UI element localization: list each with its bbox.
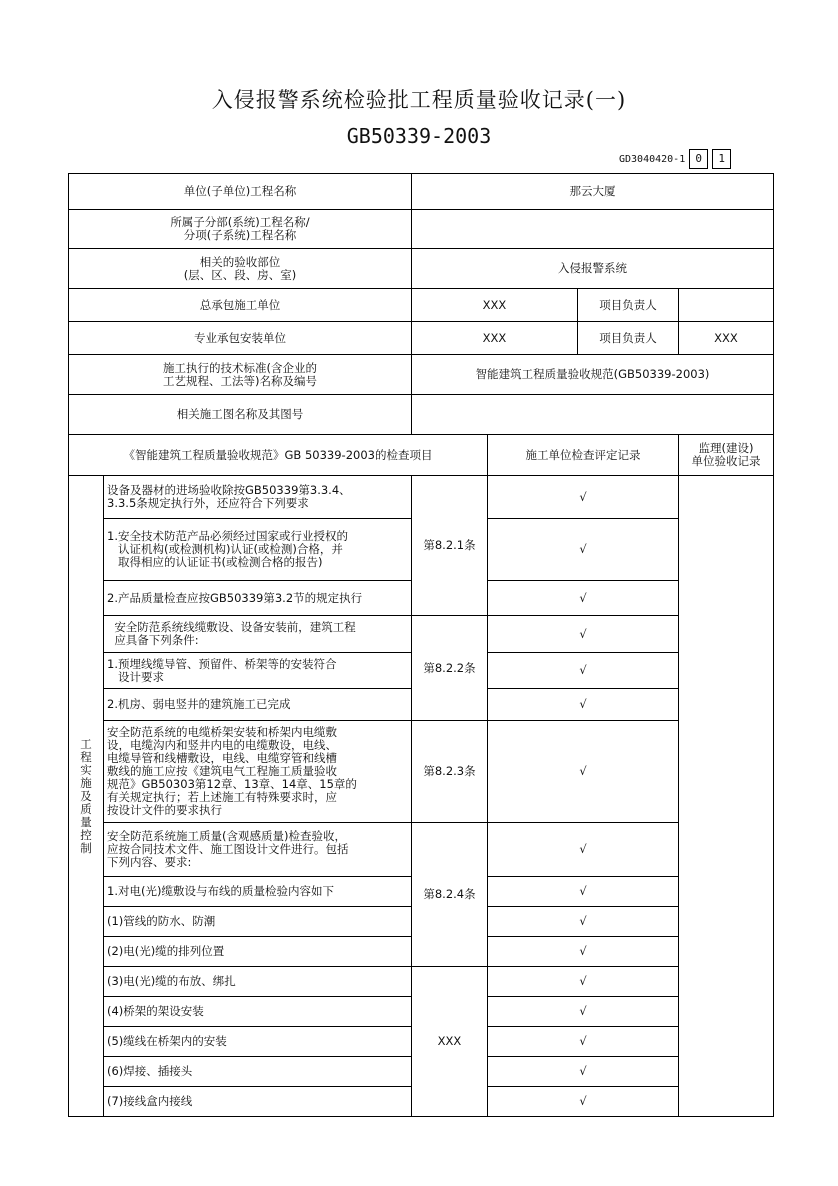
form-code-text: GD3040420-1 (619, 153, 686, 165)
check-mark[interactable]: √ (488, 689, 679, 721)
items-column-header: 《智能建筑工程质量验收规范》GB 50339-2003的检查项目 (69, 435, 488, 476)
acceptance-part-label: 相关的验收部位 (层、区、段、房、室) (69, 249, 412, 289)
form-code-box: 0 (689, 149, 708, 169)
clause-cell: 第8.2.2条 (412, 616, 488, 721)
item-text: (7)接线盒内接线 (104, 1087, 412, 1117)
side-label-char: 量 (80, 814, 92, 829)
form-code-box: 1 (712, 149, 731, 169)
special-pm-label: 项目负责人 (578, 322, 679, 355)
special-contractor-label: 专业承包安装单位 (69, 322, 412, 355)
item-text: 安全防范系统施工质量(含观感质量)检查验收， 应按合同技术文件、施工图设计文件进行。包括 下列内容、要求: (104, 823, 412, 877)
column-header-row (69, 435, 774, 476)
project-value[interactable]: 那云大厦 (412, 174, 774, 210)
item-text: 1.对电(光)缆敷设与布线的质量检验内容如下 (104, 877, 412, 907)
side-label-char: 质 (80, 801, 92, 816)
item-text: (6)焊接、插接头 (104, 1057, 412, 1087)
clause-cell: XXX (412, 967, 488, 1117)
side-label-char: 控 (80, 827, 92, 842)
check-mark[interactable]: √ (488, 823, 679, 877)
check-mark[interactable]: √ (488, 1057, 679, 1087)
check-mark[interactable]: √ (488, 907, 679, 937)
special-contractor-value[interactable]: XXX (412, 322, 578, 355)
check-mark[interactable]: √ (488, 997, 679, 1027)
item-text: 2.产品质量检查应按GB50339第3.2节的规定执行 (104, 581, 412, 616)
general-pm-label: 项目负责人 (578, 289, 679, 322)
general-contractor-row (69, 289, 774, 322)
clause-cell: 第8.2.1条 (412, 476, 488, 616)
check-mark[interactable]: √ (488, 1027, 679, 1057)
standard-row (69, 355, 774, 395)
side-label-char: 施 (80, 775, 92, 790)
side-label-char: 及 (80, 788, 92, 803)
general-contractor-label: 总承包施工单位 (69, 289, 412, 322)
subdivision-row (69, 210, 774, 249)
check-mark[interactable]: √ (488, 721, 679, 823)
side-label-char: 实 (80, 762, 92, 777)
project-label: 单位(子单位)工程名称 (69, 174, 412, 210)
item-text: 1.预埋线缆导管、预留件、桥架等的安装符合 设计要求 (104, 653, 412, 689)
item-text: 安全防范系统线缆敷设、设备安装前，建筑工程 应具备下列条件: (104, 616, 412, 653)
item-text: (4)桥架的架设安装 (104, 997, 412, 1027)
check-mark[interactable]: √ (488, 1087, 679, 1117)
general-pm-value[interactable] (679, 289, 774, 322)
acceptance-part-value[interactable]: 入侵报警系统 (412, 249, 774, 289)
item-text: 安全防范系统的电缆桥架安装和桥架内电缆敷 设，电缆沟内和竖井内电的电缆敷设，电线、 电缆导管和线槽敷设，电线、电缆穿管和线槽 敷线的施工应按《建筑电气工程施工质量验收 规范》GB50303第12章、13章、14章、15章的 有关规定执行；若上述施工有特殊要求时，应 按设计文件的要求执行 (104, 721, 412, 823)
special-pm-value[interactable]: XXX (679, 322, 774, 355)
drawing-label: 相关施工图名称及其图号 (69, 395, 412, 435)
item-text: (3)电(光)缆的布放、绑扎 (104, 967, 412, 997)
side-label-char: 程 (80, 749, 92, 764)
check-mark[interactable]: √ (488, 877, 679, 907)
drawing-row (69, 395, 774, 435)
side-label (69, 476, 104, 1117)
drawing-value[interactable] (412, 395, 774, 435)
page-title: 入侵报警系统检验批工程质量验收记录(一) (211, 88, 627, 112)
check-mark[interactable]: √ (488, 519, 679, 581)
clause-cell: 第8.2.3条 (412, 721, 488, 823)
standard-value[interactable]: 智能建筑工程质量验收规范(GB50339-2003) (412, 355, 774, 395)
inspection-record-table (68, 173, 774, 1117)
form-code (619, 149, 731, 169)
item-text: (2)电(光)缆的排列位置 (104, 937, 412, 967)
project-row (69, 174, 774, 210)
check-mark[interactable]: √ (488, 616, 679, 653)
side-label-char: 制 (80, 840, 92, 855)
general-contractor-value[interactable]: XXX (412, 289, 578, 322)
standard-code: GB50339-2003 (346, 124, 492, 148)
item-text: 设备及器材的进场验收除按GB50339第3.3.4、 3.3.5条规定执行外，还应符合下列要求 (104, 476, 412, 519)
check-mark[interactable]: √ (488, 581, 679, 616)
table-row (69, 476, 774, 519)
table-row (69, 967, 774, 997)
supervisor-column-header: 监理(建设) 单位验收记录 (679, 435, 774, 476)
check-mark[interactable]: √ (488, 653, 679, 689)
check-mark[interactable]: √ (488, 937, 679, 967)
item-text: (5)缆线在桥架内的安装 (104, 1027, 412, 1057)
table-row (69, 823, 774, 877)
subdivision-value[interactable] (412, 210, 774, 249)
special-contractor-row (69, 322, 774, 355)
standard-label: 施工执行的技术标准(含企业的 工艺规程、工法等)名称及编号 (69, 355, 412, 395)
side-label-char: 工 (80, 736, 92, 751)
check-mark[interactable]: √ (488, 967, 679, 997)
subdivision-label: 所属子分部(系统)工程名称/ 分项(子系统)工程名称 (69, 210, 412, 249)
table-row (69, 721, 774, 823)
clause-cell: 第8.2.4条 (412, 823, 488, 967)
table-row (69, 616, 774, 653)
item-text: 1.安全技术防范产品必须经过国家或行业授权的 认证机构(或检测机构)认证(或检测)合格，并 取得相应的认证证书(或检测合格的报告) (104, 519, 412, 581)
check-mark[interactable]: √ (488, 476, 679, 519)
item-text: 2.机房、弱电竖井的建筑施工已完成 (104, 689, 412, 721)
acceptance-part-row (69, 249, 774, 289)
supervisor-record[interactable] (679, 476, 774, 1117)
contractor-column-header: 施工单位检查评定记录 (488, 435, 679, 476)
item-text: (1)管线的防水、防潮 (104, 907, 412, 937)
